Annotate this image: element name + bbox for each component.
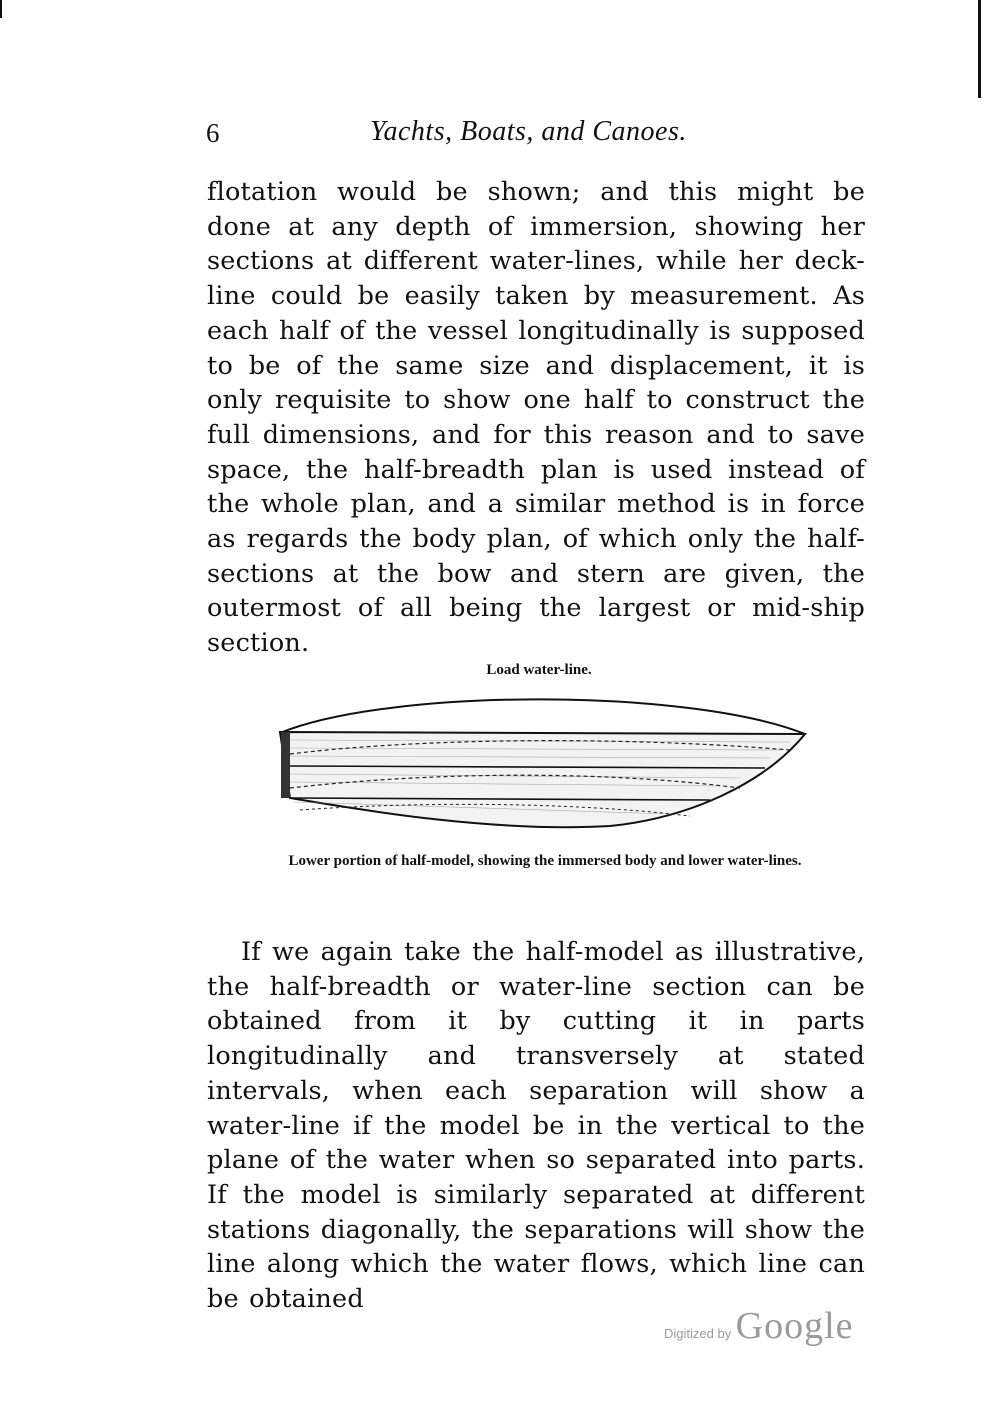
digitized-by-google-watermark (664, 1304, 854, 1348)
running-title: Yachts, Boats, and Canoes. (370, 116, 687, 147)
google-logo: Google (735, 1305, 854, 1347)
body-paragraph-2: If we again take the half-model as illustrative, the half-breadth or water-line section can be obtained from it by cutting it in parts longitudinally and transversely at stated intervals, when each separation will show a water-line if the model be in the vertical to the plane of the water when so separated into parts. If the model is similarly separated at different stations diagonally, the separations will show the line along which the water flows, which line can be obtained (207, 937, 865, 1315)
body-paragraph-1: flotation would be shown; and this might be done at any depth of immersion, showing her sections at different water-lines, while her deck-line could be easily taken by measurement. As each half of the vessel longitudinally is supposed to be of the same size and displacement, it is only requisite to show one half to construct the full dimensions, and for this reason and to save space, the half-breadth plan is used instead of the whole plan, and a similar method is in force as regards the body plan, of which only the half-sections at the bow and stern are given, the outermost of all being the largest or mid-ship section. (207, 177, 865, 659)
half-model-illustration (270, 688, 815, 838)
stern-block (281, 732, 290, 798)
figure-caption: Lower portion of half-model, showing the immersed body and lower water-lines. (288, 853, 802, 869)
figure-title: Load water-line. (486, 662, 592, 678)
load-water-line (280, 699, 805, 734)
page-edge-mark-left (0, 0, 2, 18)
hull-outline (280, 732, 805, 827)
watermark-prefix: Digitized by (664, 1326, 732, 1341)
page-number: 6 (206, 118, 220, 148)
page-edge-mark-right (978, 0, 981, 98)
